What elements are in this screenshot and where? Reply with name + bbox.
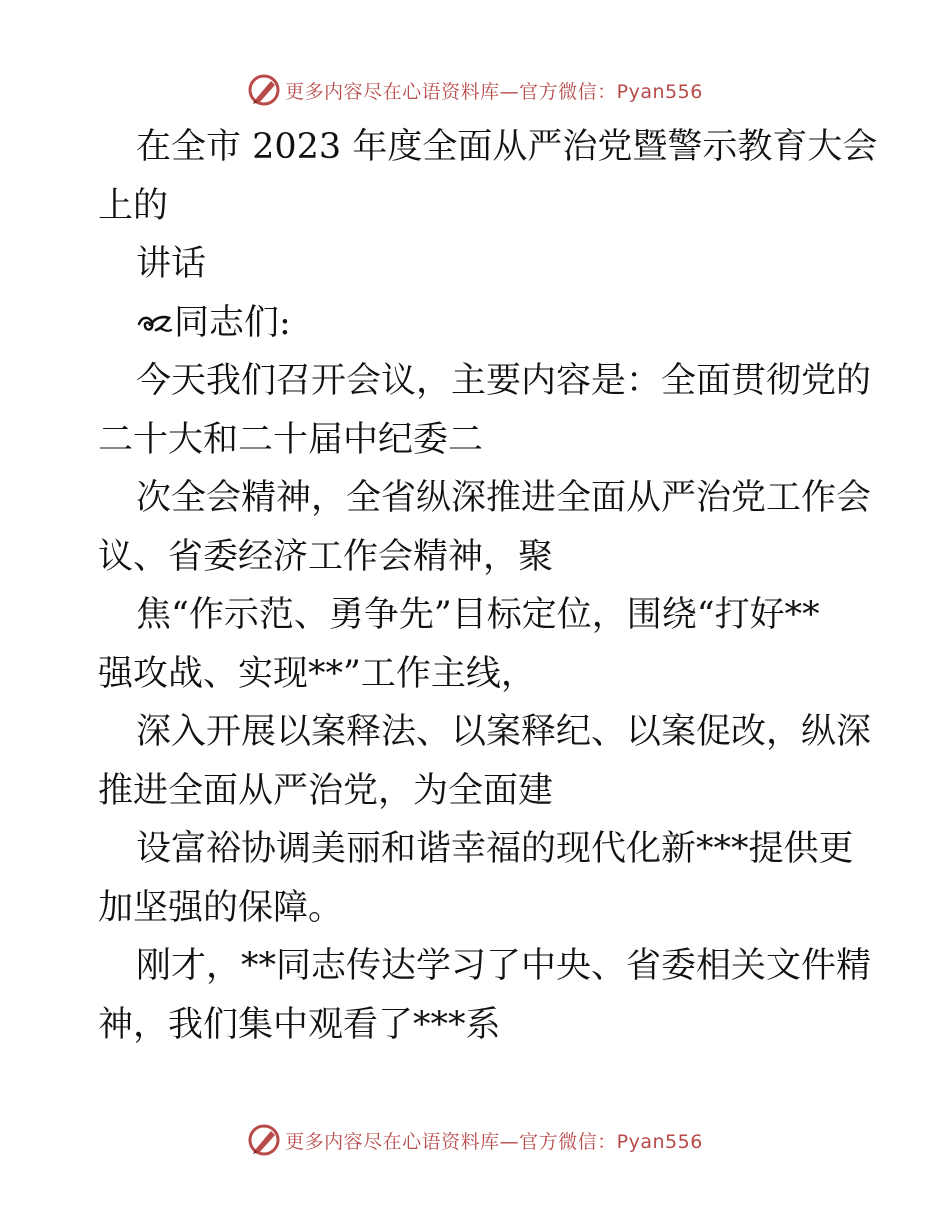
text-line: 焦“作示范、勇争先”目标定位，围绕“打好** — [136, 595, 820, 635]
text-line: 加坚强的保障。 — [98, 887, 344, 928]
text-line: 刚才，**同志传达学习了中央、省委相关文件精 — [136, 946, 872, 986]
salutation-text: 同志们: — [174, 302, 291, 343]
salutation-line — [98, 294, 858, 353]
pen-logo-icon — [247, 73, 281, 107]
text-line: 在全市 2023 年度全面从严治党暨警示教育大会 — [136, 127, 878, 167]
text-line: 次全会精神，全省纵深推进全面从严治党工作会 — [136, 478, 872, 518]
footer-watermark — [0, 1120, 950, 1160]
text-line: 今天我们召开会议，主要内容是：全面贯彻党的 — [136, 361, 872, 401]
text-line: 讲话 — [136, 244, 207, 284]
ornament-icon — [136, 308, 174, 338]
document-body — [98, 118, 878, 1054]
header-watermark — [0, 70, 950, 110]
text-line: 深入开展以案释法、以案释纪、以案促改，纵深 — [136, 712, 872, 752]
text-line: 二十大和二十届中纪委二 — [98, 419, 484, 460]
text-line: 设富裕协调美丽和谐幸福的现代化新***提供更 — [136, 829, 854, 869]
text-line: 上的 — [98, 185, 169, 226]
text-line: 强攻战、实现**”工作主线， — [98, 653, 536, 694]
watermark-text: 更多内容尽在心语资料库—官方微信：Pyan556 — [285, 1130, 703, 1153]
text-line: 议、省委经济工作会精神，聚 — [98, 536, 554, 577]
text-line: 推进全面从严治党，为全面建 — [98, 770, 554, 811]
watermark-text: 更多内容尽在心语资料库—官方微信：Pyan556 — [285, 80, 703, 103]
text-line: 神，我们集中观看了***系 — [98, 1004, 501, 1045]
pen-logo-icon — [247, 1123, 281, 1157]
